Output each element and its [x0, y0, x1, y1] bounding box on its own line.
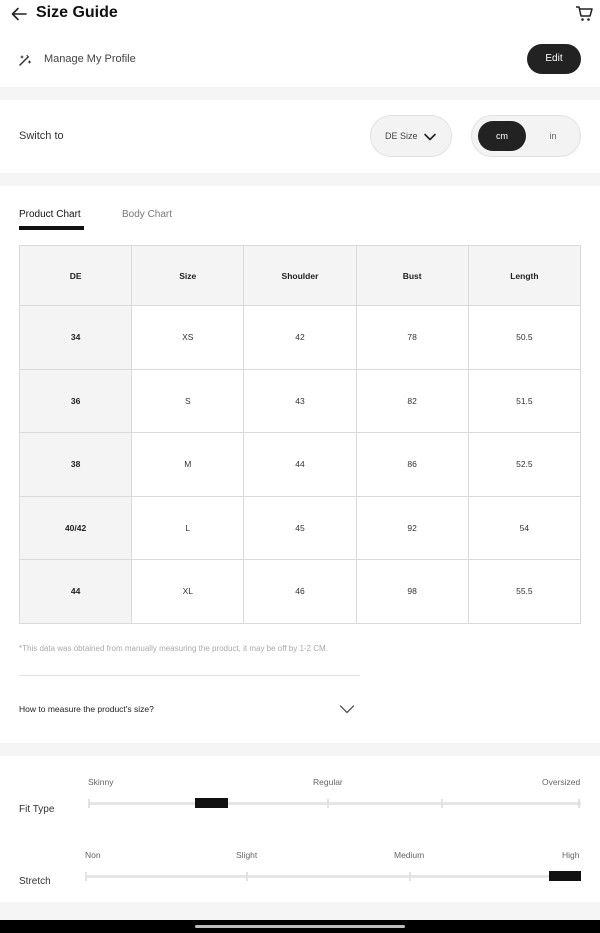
fit-type-track: [88, 802, 581, 805]
stretch-tick: [409, 872, 411, 881]
column-header: Shoulder: [244, 246, 356, 306]
length-cell: 50.5: [468, 306, 580, 370]
section-gap: [0, 743, 600, 756]
chevron-down-icon: [423, 130, 437, 144]
fit-tick: [327, 799, 329, 808]
de-size-cell: 38: [20, 433, 132, 497]
column-header: DE: [20, 246, 132, 306]
how-to-measure-link[interactable]: How to measure the product's size?: [19, 704, 154, 714]
size-system-value: DE Size: [385, 131, 418, 141]
fit-tick: [441, 799, 443, 808]
length-cell: 51.5: [468, 369, 580, 433]
active-tab-indicator: [19, 226, 84, 230]
stretch-label-non: Non: [85, 850, 101, 860]
size-cell: XL: [132, 560, 244, 624]
table-header-row: [20, 246, 581, 306]
table-row: [20, 433, 581, 497]
size-cell: S: [132, 369, 244, 433]
section-gap: [0, 902, 600, 920]
header-bar: [0, 0, 600, 30]
table-row: [20, 369, 581, 433]
section-gap: [0, 87, 600, 100]
switch-to-label: Switch to: [19, 130, 64, 142]
tab-body-chart[interactable]: Body Chart: [122, 209, 173, 220]
stretch-track: [85, 875, 581, 878]
tab-product-chart[interactable]: Product Chart: [19, 209, 81, 220]
page-title: Size Guide: [36, 4, 118, 21]
divider: [19, 675, 360, 676]
cart-icon[interactable]: [575, 5, 593, 23]
unit-cm-option[interactable]: cm: [478, 121, 526, 151]
column-header: Bust: [356, 246, 468, 306]
column-header: Size: [132, 246, 244, 306]
bust-cell: 82: [356, 369, 468, 433]
measurement-note: *This data was obtained from manually measuring the product, it may be off by 1-2 CM.: [19, 644, 328, 653]
length-cell: 52.5: [468, 433, 580, 497]
home-indicator[interactable]: [195, 925, 405, 928]
size-chart-section: [0, 186, 600, 743]
magic-wand-icon: [18, 53, 32, 67]
edit-profile-button[interactable]: Edit: [527, 44, 581, 74]
stretch-label-high: High: [562, 850, 580, 860]
bust-cell: 86: [356, 433, 468, 497]
de-size-cell: 34: [20, 306, 132, 370]
fit-label-regular: Regular: [313, 777, 343, 787]
fit-tick: [88, 799, 90, 808]
de-size-cell: 40/42: [20, 496, 132, 560]
length-cell: 54: [468, 496, 580, 560]
fit-type-marker: [195, 798, 228, 808]
shoulder-cell: 45: [244, 496, 356, 560]
shoulder-cell: 46: [244, 560, 356, 624]
size-system-dropdown[interactable]: [370, 115, 452, 157]
bust-cell: 92: [356, 496, 468, 560]
stretch-tick: [85, 872, 87, 881]
shoulder-cell: 44: [244, 433, 356, 497]
shoulder-cell: 43: [244, 369, 356, 433]
stretch-tick: [246, 872, 248, 881]
manage-profile-row: [0, 32, 600, 87]
stretch-marker: [549, 871, 581, 881]
shoulder-cell: 42: [244, 306, 356, 370]
arrow-left-icon[interactable]: [10, 5, 28, 23]
unit-toggle: [471, 115, 581, 157]
table-row: [20, 496, 581, 560]
stretch-label-slight: Slight: [236, 850, 258, 860]
bust-cell: 98: [356, 560, 468, 624]
unit-switch-row: [0, 100, 600, 173]
table-row: [20, 560, 581, 624]
size-cell: L: [132, 496, 244, 560]
bust-cell: 78: [356, 306, 468, 370]
unit-in-option[interactable]: in: [549, 131, 557, 141]
manage-profile-label: Manage My Profile: [44, 53, 136, 65]
length-cell: 55.5: [468, 560, 580, 624]
size-cell: M: [132, 433, 244, 497]
column-header: Length: [468, 246, 580, 306]
table-row: [20, 306, 581, 370]
stretch-label-medium: Medium: [394, 850, 425, 860]
fit-tick: [578, 799, 580, 808]
de-size-cell: 44: [20, 560, 132, 624]
stretch-title: Stretch: [19, 876, 51, 887]
fit-stretch-section: [0, 756, 600, 902]
chevron-down-icon[interactable]: [339, 702, 355, 716]
fit-type-title: Fit Type: [19, 804, 55, 815]
fit-label-skinny: Skinny: [88, 777, 114, 787]
size-cell: XS: [132, 306, 244, 370]
fit-label-oversized: Oversized: [542, 777, 581, 787]
de-size-cell: 36: [20, 369, 132, 433]
size-table: [19, 245, 581, 624]
section-gap: [0, 173, 600, 186]
